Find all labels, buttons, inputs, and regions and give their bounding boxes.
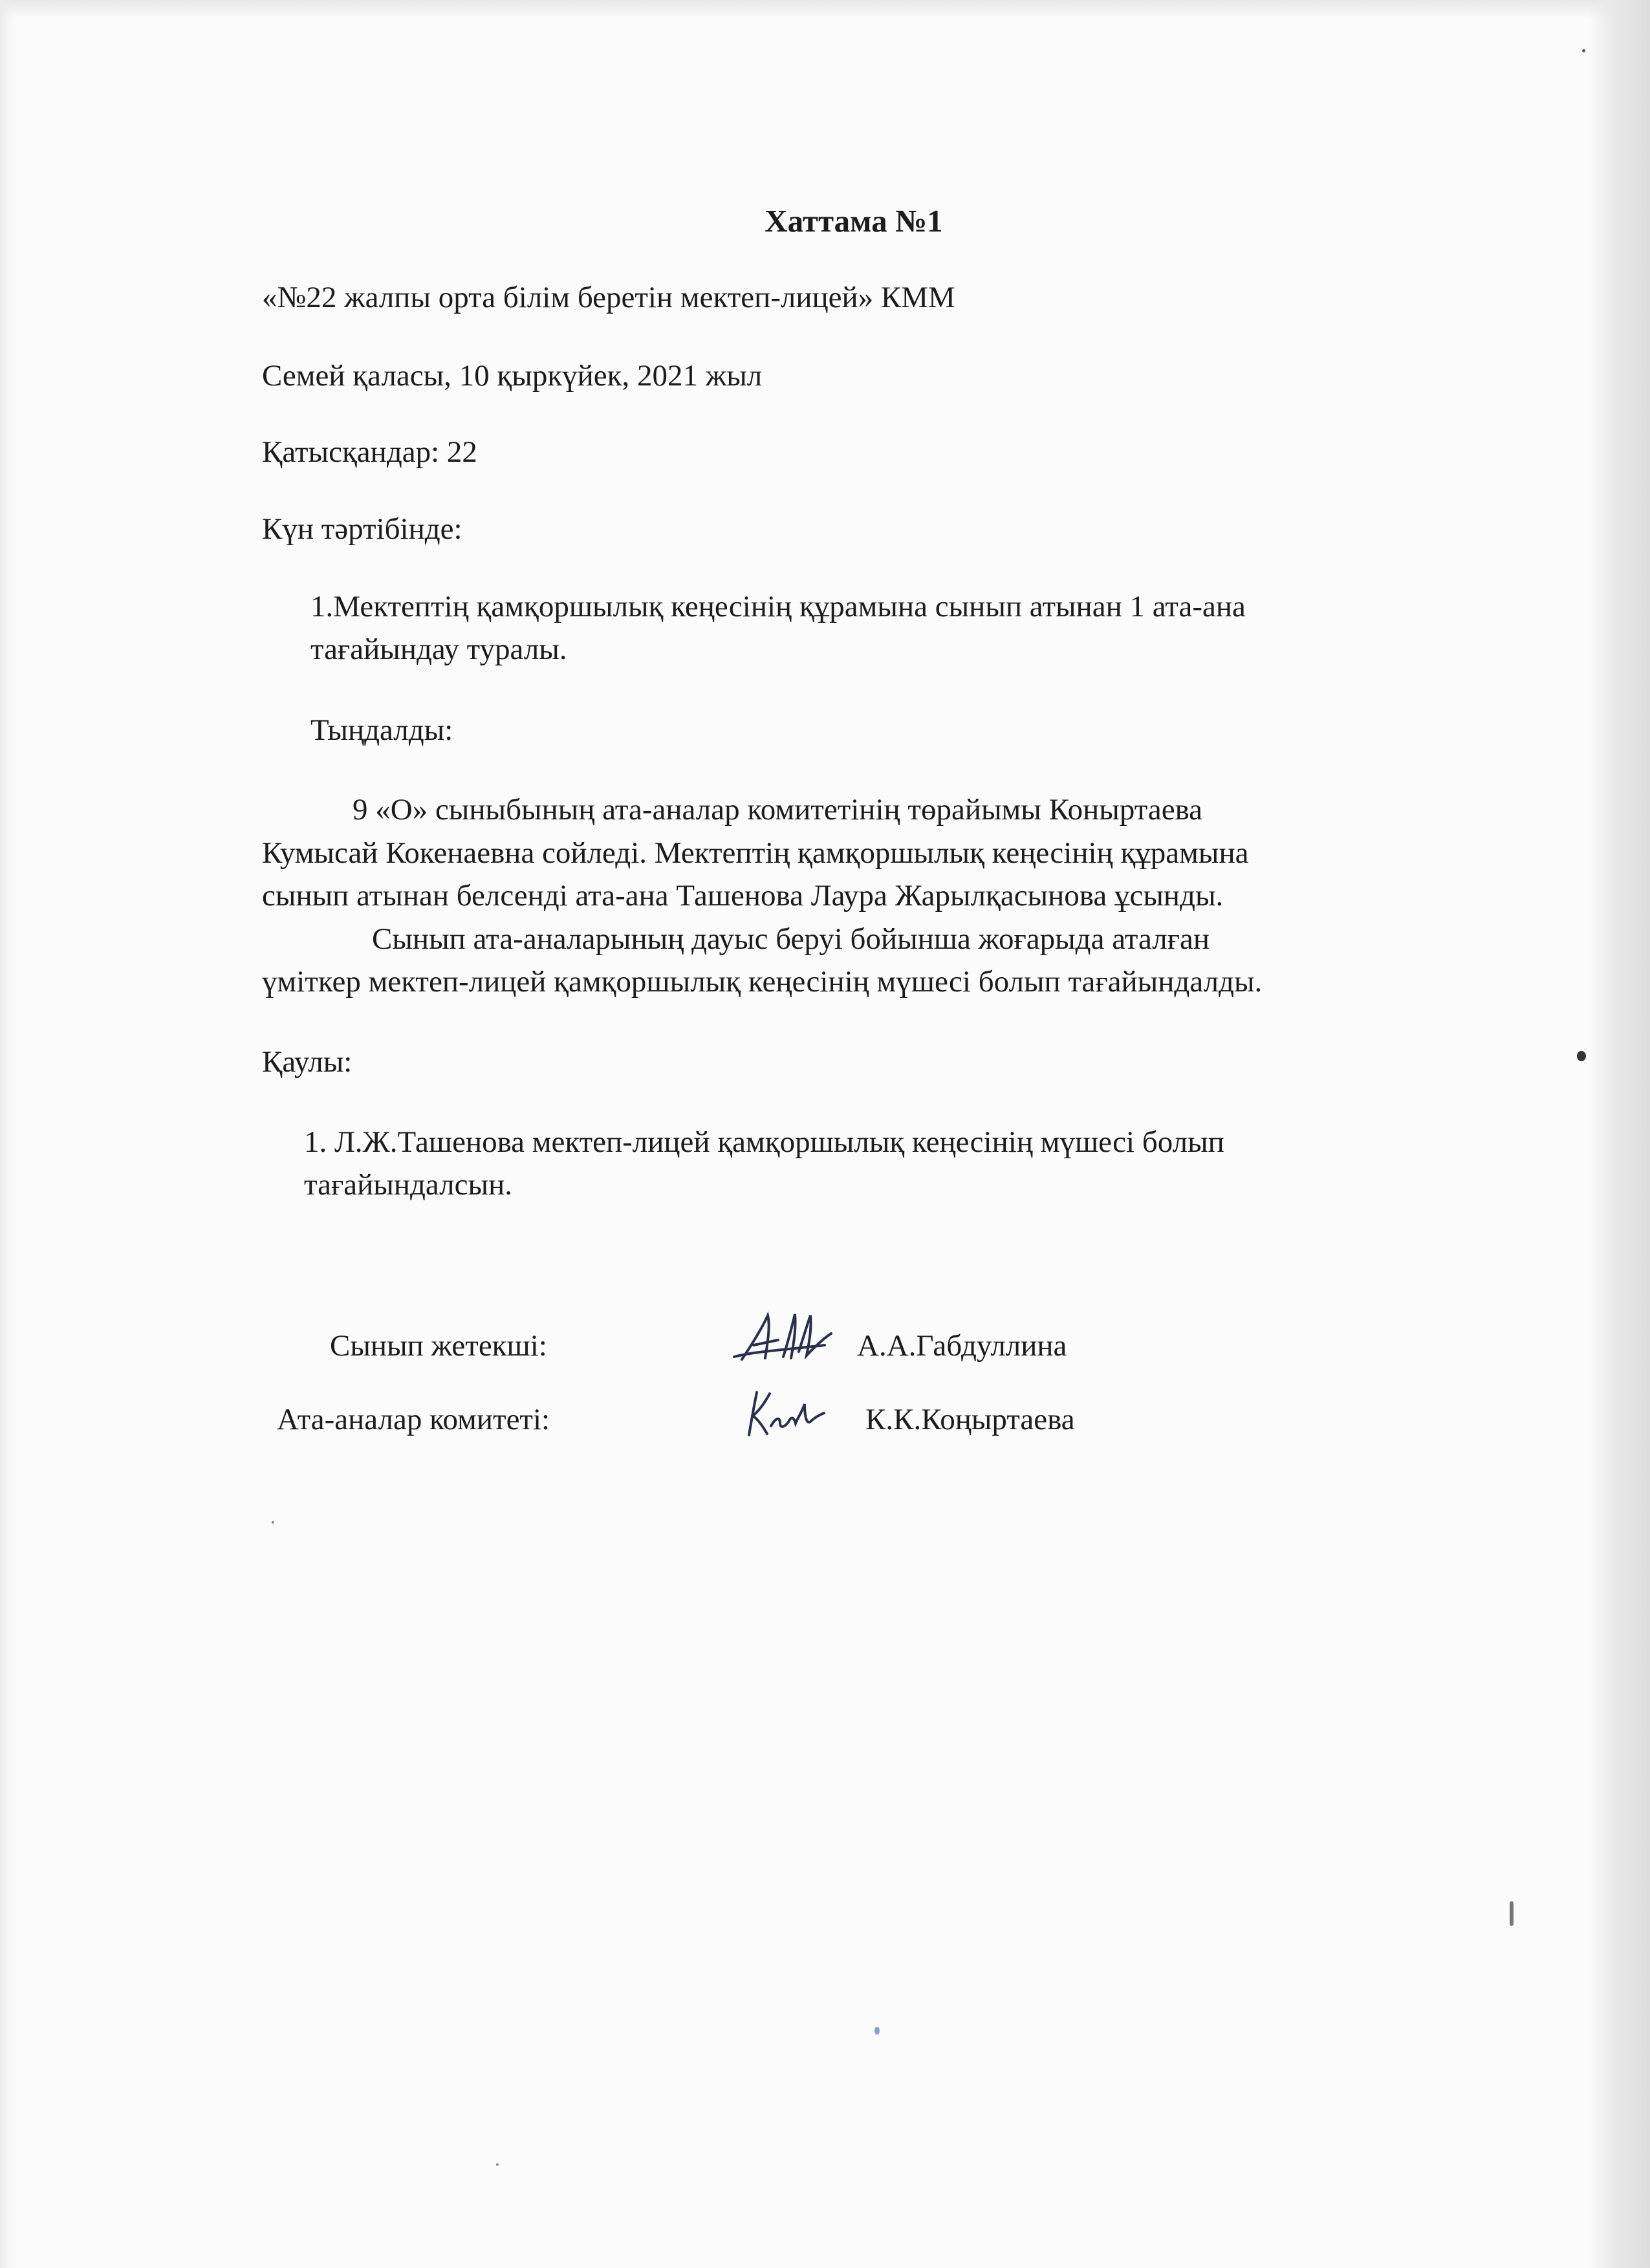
scan-speck [1510, 1901, 1514, 1926]
heard-paragraph-line: сынып атынан белсенді ата-ана Ташенова Лаура Жарылқасынова ұсынды. [262, 879, 1224, 913]
attendees-line: Қатысқандар: 22 [262, 435, 477, 469]
signature-name: А.А.Габдуллина [857, 1329, 1067, 1363]
heard-heading: Тыңдалды: [310, 713, 453, 747]
agenda-heading: Күн тәртібінде: [262, 512, 462, 546]
heard-paragraph-line: үміткер мектеп-лицей қамқоршылық кеңесінің мүшесі болып тағайындалды. [262, 965, 1263, 999]
signature-icon [728, 1306, 841, 1371]
organization-line: «№22 жалпы орта білім беретін мектеп-лицей» КММ [262, 281, 955, 314]
scan-speck [1577, 1051, 1586, 1061]
document-title: Хаттама №1 [765, 203, 943, 239]
resolution-heading: Қаулы: [262, 1045, 353, 1079]
scan-edge-top [0, 0, 1650, 18]
resolution-item-line: 1. Л.Ж.Ташенова мектеп-лицей қамқоршылық кеңесінің мүшесі болып [304, 1125, 1224, 1159]
scan-speck [496, 2163, 499, 2166]
agenda-item-line: тағайындау туралы. [310, 632, 567, 666]
signature-icon [737, 1381, 834, 1439]
heard-paragraph-line: 9 «О» сыныбының ата-аналар комитетінің төрайымы Коныртаева [353, 793, 1203, 826]
scan-edge-right [1589, 0, 1650, 2268]
signature-role: Ата-аналар комитеті: [277, 1403, 550, 1436]
heard-paragraph-line: Кумысай Кокенаевна сойледі. Мектептің қамқоршылық кеңесінің құрамына [262, 836, 1249, 870]
scan-speck [1582, 49, 1585, 52]
agenda-item-line: 1.Мектептің қамқоршылық кеңесінің құрамына сынып атынан 1 ата-ана [310, 590, 1246, 623]
signature-name: К.К.Коңыртаева [865, 1403, 1075, 1436]
scan-speck [874, 2027, 880, 2035]
heard-paragraph-line: Сынып ата-аналарының дауыс беруі бойынша жоғарыда аталған [372, 922, 1210, 956]
resolution-item-line: тағайындалсын. [304, 1168, 512, 1202]
scan-edge-left [0, 0, 14, 2268]
place-date-line: Семей қаласы, 10 қыркүйек, 2021 жыл [262, 359, 763, 393]
signature-role: Сынып жетекші: [330, 1329, 547, 1363]
scan-speck [272, 1521, 274, 1524]
